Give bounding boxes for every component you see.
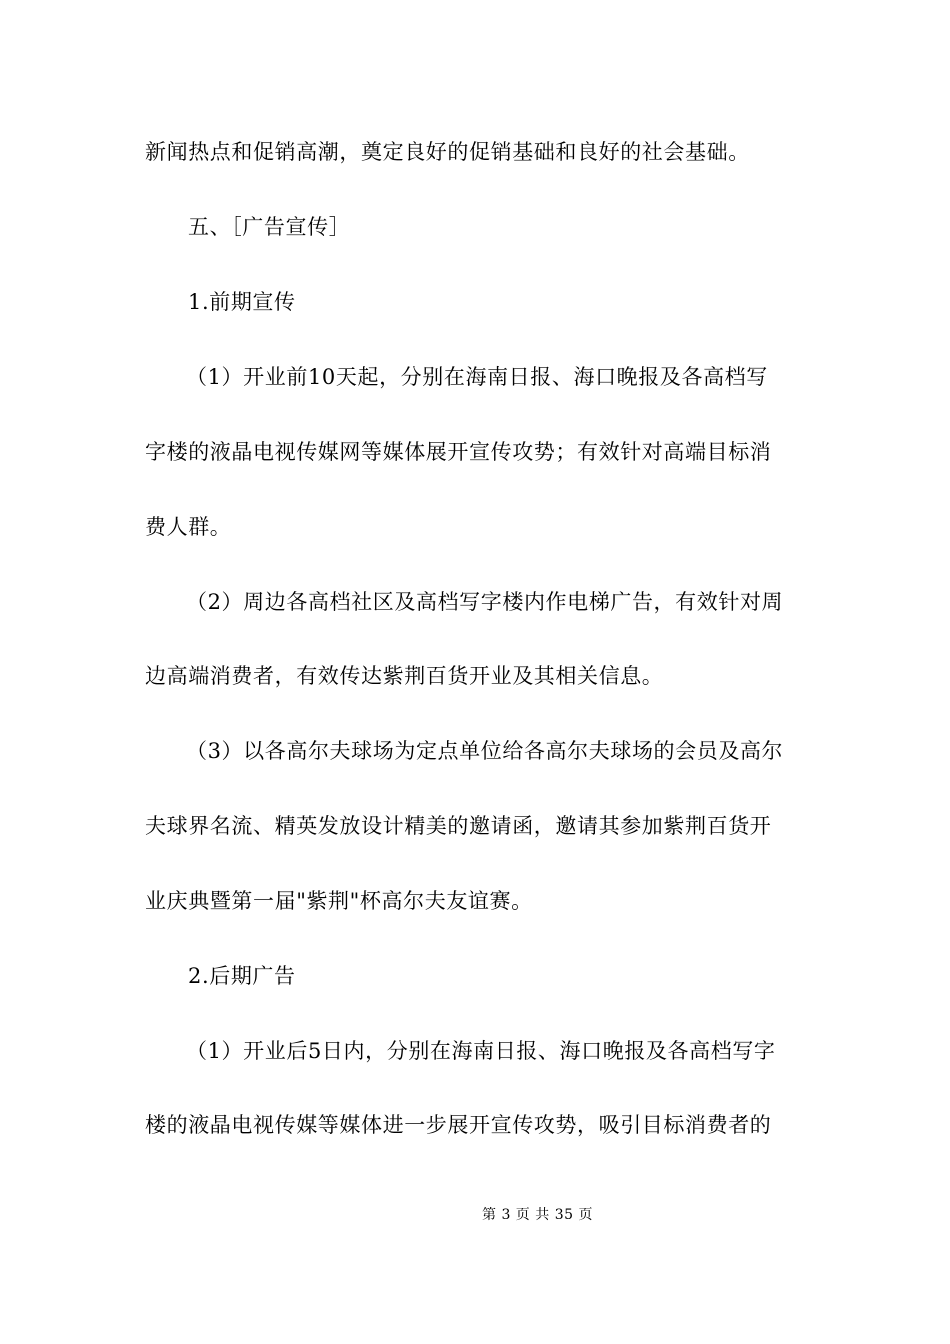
paragraph-line: 业庆典暨第一届"紫荆"杯高尔夫友谊赛。 (145, 889, 533, 913)
paragraph-line: 新闻热点和促销高潮，奠定良好的促销基础和良好的社会基础。 (145, 140, 750, 164)
paragraph-line: （1）开业前10天起，分别在海南日报、海口晚报及各高档写 (186, 365, 768, 389)
subsection-heading: 1.前期宣传 (188, 290, 296, 314)
page-footer (0, 1205, 950, 1225)
paragraph-line: （1）开业后5日内，分别在海南日报、海口晚报及各高档写字 (186, 1039, 776, 1063)
paragraph-line: 费人群。 (145, 515, 232, 539)
paragraph-line: 边高端消费者，有效传达紫荆百货开业及其相关信息。 (145, 664, 664, 688)
paragraph-line: （2）周边各高档社区及高档写字楼内作电梯广告，有效针对周 (186, 590, 784, 614)
paragraph-line: 夫球界名流、精英发放设计精美的邀请函，邀请其参加紫荆百货开 (145, 814, 772, 838)
page-number: 第 3 页 共 35 页 (482, 1207, 593, 1223)
subsection-heading: 2.后期广告 (188, 964, 296, 988)
section-heading: 五、［广告宣传］ (188, 215, 351, 239)
paragraph-line: 楼的液晶电视传媒等媒体进一步展开宣传攻势，吸引目标消费者的 (145, 1113, 772, 1137)
paragraph-line: 字楼的液晶电视传媒网等媒体展开宣传攻势；有效针对高端目标消 (145, 440, 772, 464)
paragraph-line: （3）以各高尔夫球场为定点单位给各高尔夫球场的会员及高尔 (186, 739, 784, 763)
